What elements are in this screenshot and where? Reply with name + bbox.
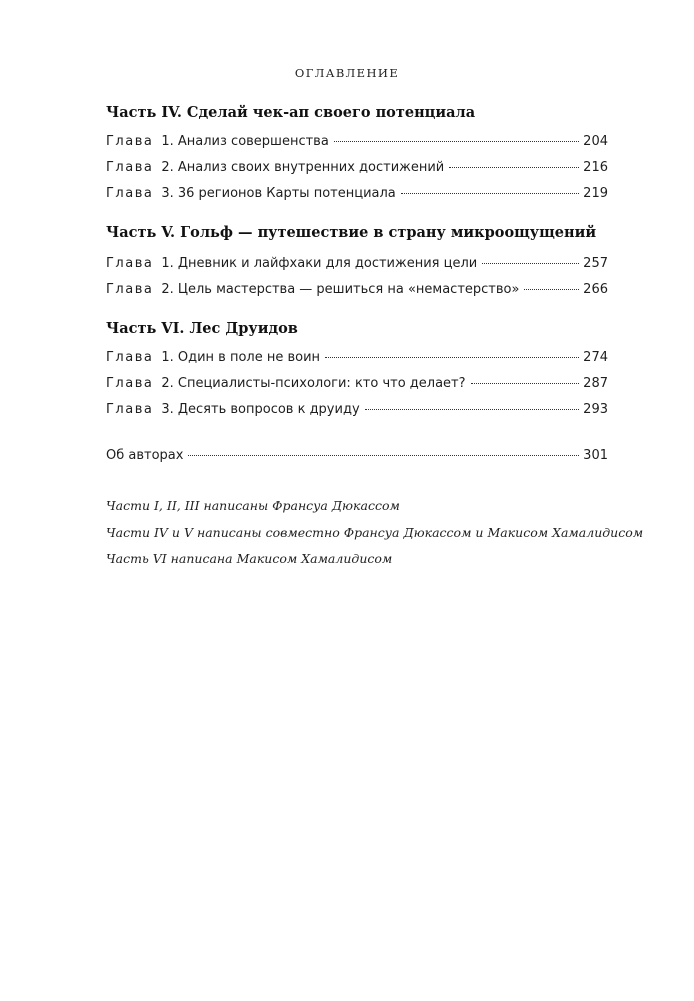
page-number: 257: [583, 256, 608, 271]
page-title: ОГЛАВЛЕНИЕ: [294, 66, 400, 80]
part-v-title: Часть V. Гольф — путешествие в страну микроощущений: [106, 224, 597, 241]
toc-entry[interactable]: [106, 134, 608, 149]
chapter-label: Глава: [106, 186, 154, 201]
dot-leader: [188, 455, 579, 456]
chapter-title: 1. Анализ совершенства: [161, 134, 329, 149]
dot-leader: [365, 409, 580, 410]
page-number: 274: [583, 350, 608, 365]
chapter-title: 3. 36 регионов Карты потенциала: [161, 186, 396, 201]
chapter-title: 2. Специалисты-психологи: кто что делает?: [161, 376, 466, 391]
dot-leader: [471, 383, 580, 384]
toc-entry[interactable]: [106, 256, 608, 271]
dot-leader: [482, 263, 579, 264]
chapter-label: Глава: [106, 160, 154, 175]
chapter-label: Глава: [106, 376, 154, 391]
chapter-label: Глава: [106, 402, 154, 417]
chapter-title: 2. Анализ своих внутренних достижений: [161, 160, 445, 175]
toc-entry-about-authors[interactable]: [106, 448, 608, 463]
dot-leader: [325, 357, 579, 358]
page-number: 204: [583, 134, 608, 149]
authorship-note: Части I, II, III написаны Франсуа Дюкассом: [106, 498, 400, 513]
entry-title: Об авторах: [106, 448, 184, 463]
part-iv-title: Часть IV. Сделай чек-ап своего потенциала: [106, 104, 476, 121]
chapter-title: 2. Цель мастерства — решиться на «немастерство»: [161, 282, 520, 297]
dot-leader: [334, 141, 579, 142]
page-number: 216: [583, 160, 608, 175]
chapter-label: Глава: [106, 134, 154, 149]
chapter-label: Глава: [106, 282, 154, 297]
page-number: 287: [583, 376, 608, 391]
authorship-note: Часть VI написана Макисом Хамалидисом: [106, 551, 393, 566]
chapter-title: 1. Один в поле не воин: [161, 350, 321, 365]
part-vi-title: Часть VI. Лес Друидов: [106, 320, 298, 337]
chapter-label: Глава: [106, 256, 154, 271]
page-number: 301: [583, 448, 608, 463]
dot-leader: [449, 167, 579, 168]
page-number: 266: [583, 282, 608, 297]
page-number: 219: [583, 186, 608, 201]
chapter-title: 3. Десять вопросов к друиду: [161, 402, 360, 417]
toc-entry[interactable]: [106, 186, 608, 201]
toc-entry[interactable]: [106, 376, 608, 391]
page-number: 293: [583, 402, 608, 417]
authorship-note: Части IV и V написаны совместно Франсуа Дюкассом и Макисом Хамалидисом: [106, 525, 644, 540]
chapter-label: Глава: [106, 350, 154, 365]
toc-entry[interactable]: [106, 282, 608, 297]
toc-entry[interactable]: [106, 350, 608, 365]
toc-entry[interactable]: [106, 402, 608, 417]
toc-entry[interactable]: [106, 160, 608, 175]
dot-leader: [401, 193, 579, 194]
dot-leader: [524, 289, 579, 290]
chapter-title: 1. Дневник и лайфхаки для достижения цели: [161, 256, 478, 271]
